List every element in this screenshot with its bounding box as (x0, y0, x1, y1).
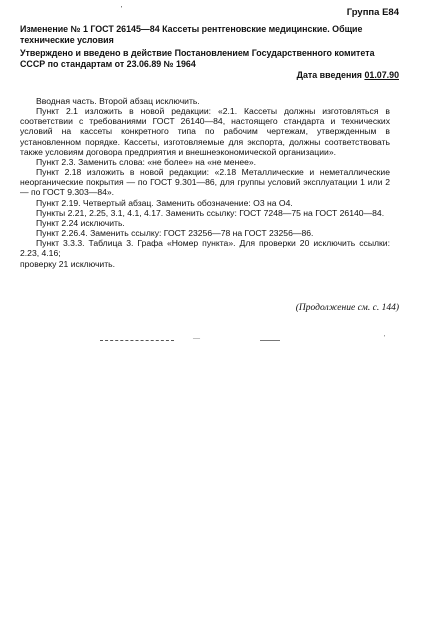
paragraph: Пункт 2.3. Заменить слова: «не более» на «не менее». (36, 156, 257, 167)
paragraph: Пункт 2.1 изложить в новой редакции: «2.1. Кассеты должны изготовляться в соответствии с требованиями ГОСТ 26140—84, настоящего стандарта и технических условий на кассеты конкретного типа по рабочим чертежам, утвержденным в установленном порядке. Кассеты, изготовляемые для экспорта, должны соответствовать также условиям договора предприятия и внешнеэкономической организации». (20, 106, 390, 157)
paragraph: Пункт 2.26.4. Заменить ссылку: ГОСТ 23256—78 на ГОСТ 23256—86. (36, 228, 314, 239)
footer-dash: — (193, 334, 200, 342)
paragraph: Пункт 3.3.3. Таблица 3. Графа «Номер пункта». Для проверки 20 исключить ссылки: 2.23, 4.16; (20, 238, 390, 259)
paragraph: проверку 21 исключить. (20, 258, 116, 269)
footer-divider (100, 340, 174, 341)
approval-statement: Утверждено и введено в действие Постановлением Государственного комитета СССР по стандартам от 23.06.89 № 1964 (20, 48, 375, 69)
paragraph: Пункт 2.24 исключить. (36, 217, 125, 228)
scan-mark: ' (121, 5, 123, 13)
paragraph: Пункт 2.19. Четвертый абзац. Заменить обозначение: О3 на О4. (36, 197, 293, 208)
document-body (20, 96, 390, 269)
paragraph: Пункт 2.18 изложить в новой редакции: «2.18 Металлические и неметаллические неорганические покрытия — по ГОСТ 9.301—86, для группы условий эксплуатации 1 или 2 — по ГОСТ 9.303—84». (20, 167, 390, 198)
continuation-note: (Продолжение см. с. 144) (295, 303, 399, 313)
paragraph: Вводная часть. Второй абзац исключить. (36, 96, 200, 106)
effective-date-label: Дата введения (296, 70, 362, 80)
change-title: Изменение № 1 ГОСТ 26145—84 Кассеты рентгеновские медицинские. Общие технические условия (20, 24, 363, 45)
paragraph: Пункты 2.21, 2.25, 3.1, 4.1, 4.17. Заменить ссылку: ГОСТ 7248—75 на ГОСТ 26140—84. (36, 207, 385, 218)
scan-mark: ' (384, 334, 386, 342)
effective-date-value: 01.07.90 (364, 70, 399, 80)
effective-date (297, 70, 399, 80)
footer-divider (260, 340, 280, 341)
group-code: Группа Е84 (346, 7, 399, 18)
